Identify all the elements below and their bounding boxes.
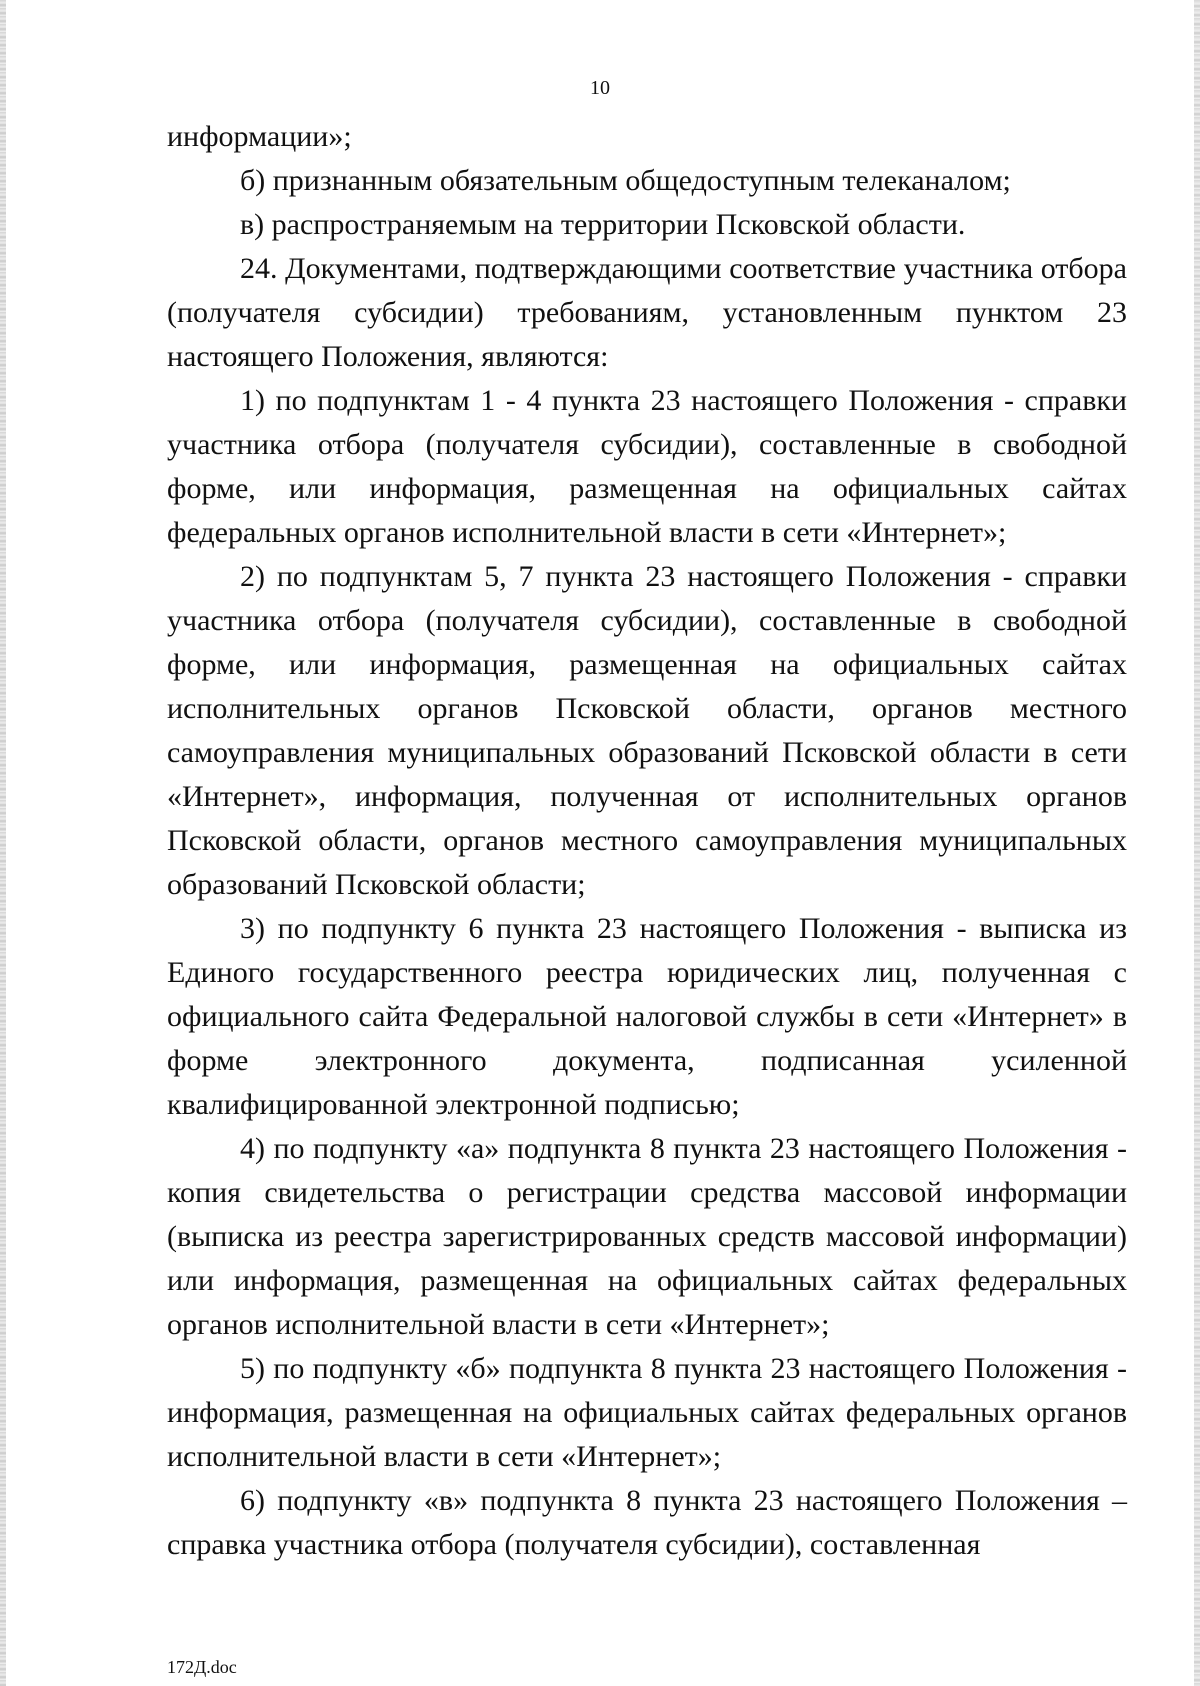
paragraph-subclause-4: 4) по подпункту «а» подпункта 8 пункта 23 настоящего Положения - копия свидетельства о регистрации средства массовой информации (выписка из реестра зарегистрированных средств массовой информации) или информация, размещенная на официальных сайтах федеральных органов исполнительной власти в сети «Интернет»;: [167, 1132, 1127, 1341]
document-body: [167, 115, 1127, 1567]
paragraph-clause-24: 24. Документами, подтверждающими соответствие участника отбора (получателя субсидии) требованиям, установленным пунктом 23 настоящего Положения, являются:: [167, 252, 1127, 373]
footer-filename: 172Д.doc: [167, 1657, 237, 1677]
paragraph-subclause-5: 5) по подпункту «б» подпункта 8 пункта 23 настоящего Положения - информация, размещенная на официальных сайтах федеральных органов исполнительной власти в сети «Интернет»;: [167, 1352, 1127, 1473]
paragraph-item-v: в) распространяемым на территории Псковской области.: [240, 208, 966, 241]
paragraph-subclause-3: 3) по подпункту 6 пункта 23 настоящего Положения - выписка из Единого государственного реестра юридических лиц, полученная с официального сайта Федеральной налоговой службы в сети «Интернет» в форме электронного документа, подписанная усиленной квалифицированной электронной подписью;: [167, 912, 1127, 1121]
page-number: 10: [590, 77, 610, 99]
paragraph-item-b: б) признанным обязательным общедоступным телеканалом;: [240, 164, 1011, 197]
paragraph-continuation: информации»;: [167, 120, 352, 153]
scan-right-edge: [1194, 0, 1200, 1686]
scan-left-edge: [0, 0, 6, 1686]
paragraph-subclause-2: 2) по подпунктам 5, 7 пункта 23 настоящего Положения - справки участника отбора (получателя субсидии), составленные в свободной форме, или информация, размещенная на официальных сайтах исполнительных органов Псковской области, органов местного самоуправления муниципальных образований Псковской области в сети «Интернет», информация, полученная от исполнительных органов Псковской области, органов местного самоуправления муниципальных образований Псковской области;: [167, 560, 1127, 901]
paragraph-subclause-1: 1) по подпунктам 1 - 4 пункта 23 настоящего Положения - справки участника отбора (получателя субсидии), составленные в свободной форме, или информация, размещенная на официальных сайтах федеральных органов исполнительной власти в сети «Интернет»;: [167, 384, 1127, 549]
paragraph-subclause-6: 6) подпункту «в» подпункта 8 пункта 23 настоящего Положения – справка участника отбора (получателя субсидии), составленная: [167, 1484, 1127, 1561]
